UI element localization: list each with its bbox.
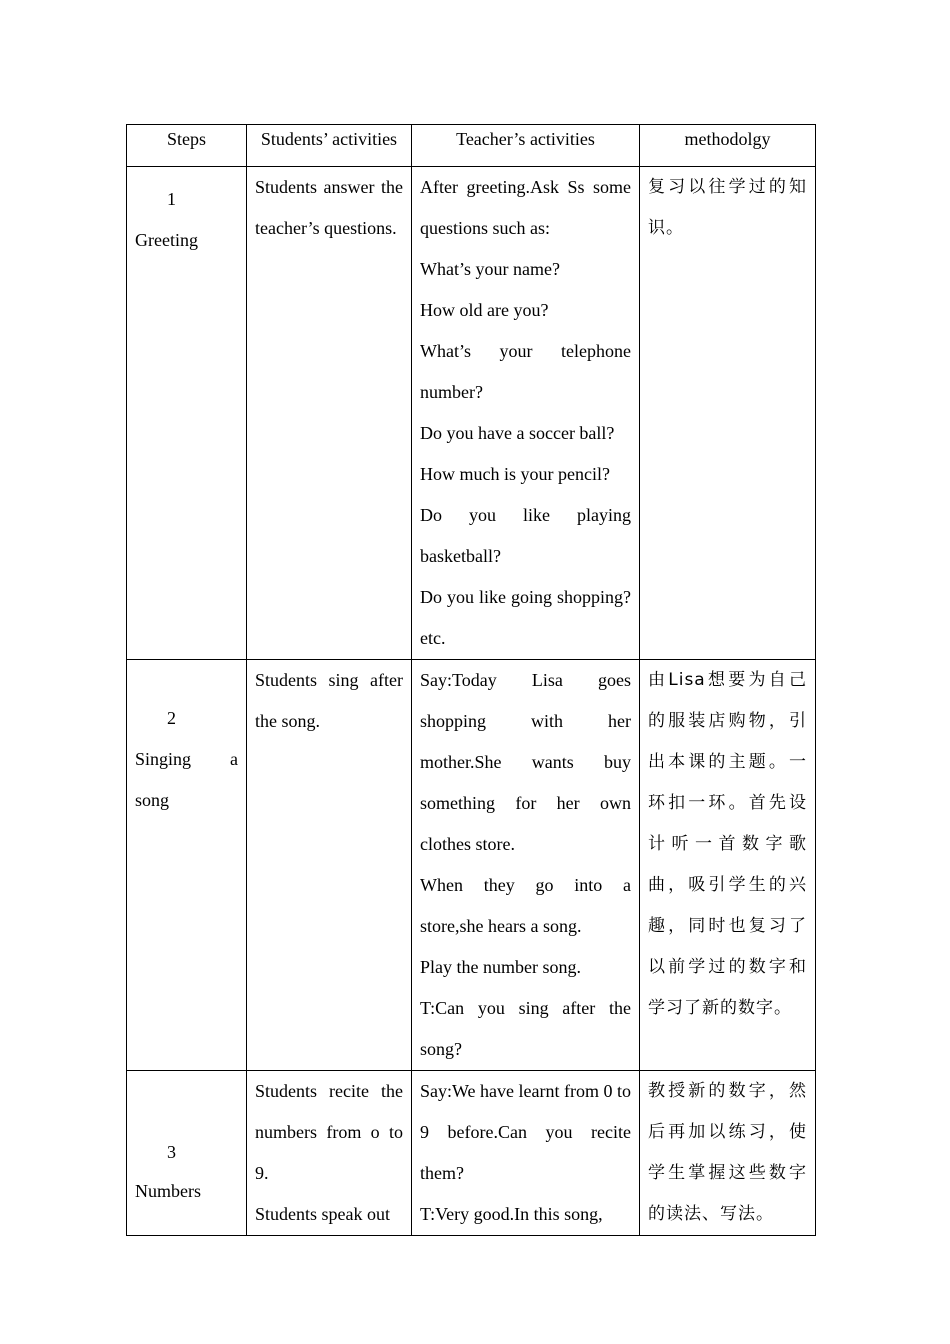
header-students-activities: Students’ activities [247,125,412,167]
teachers-activities-cell [412,167,640,660]
students-activity-text: Students speak out [255,1204,390,1224]
table-row [127,660,816,1071]
teacher-activity-line: Say:Today Lisa goes shopping with her mother.She wants buy something for her own clothes store. [420,670,631,854]
teacher-activity-line: What’s your telephone number? [420,341,631,402]
methodology-cell: 教授新的数字，然后再加以练习，使学生掌握这些数字的读法、写法。 [640,1071,816,1236]
table-row [127,1071,816,1236]
table-header-row [127,125,816,167]
students-activity-text: Students sing after the song. [255,670,403,731]
students-activity-text: Students answer the teacher’s questions. [255,177,403,238]
teacher-activity-line: T:Can you sing after the song? [420,998,631,1059]
students-activities-cell [247,660,412,1071]
teacher-activity-line: Do you like playing basketball? [420,505,631,566]
students-activities-cell [247,1071,412,1236]
lesson-plan-table [126,124,816,1236]
step-name: Singing a song [135,749,238,810]
teacher-activity-line: Do you have a soccer ball? [420,423,615,443]
step-number: 3 [167,1142,176,1162]
teacher-activity-line: How much is your pencil? [420,464,610,484]
step-number: 1 [167,189,176,209]
teacher-activity-line: After greeting.Ask Ss some questions such as: [420,177,631,238]
teacher-activity-line: How old are you? [420,300,549,320]
step-cell [127,1071,247,1236]
methodology-cell: 复习以往学过的知识。 [640,167,816,660]
teacher-activity-line: What’s your name? [420,259,560,279]
step-cell [127,660,247,1071]
teacher-activity-line: Say:We have learnt from 0 to 9 before.Can you recite them? [420,1081,631,1183]
step-name: Greeting [135,230,198,250]
teachers-activities-cell [412,660,640,1071]
teachers-activities-cell [412,1071,640,1236]
teacher-activity-line: T:Very good.In this song, [420,1204,603,1224]
table-row [127,167,816,660]
header-methodology: methodolgy [640,125,816,167]
students-activity-text: Students recite the numbers from o to 9. [255,1081,403,1183]
header-teachers-activities: Teacher’s activities [412,125,640,167]
students-activities-cell [247,167,412,660]
teacher-activity-line: When they go into a store,she hears a song. [420,875,631,936]
header-steps: Steps [127,125,247,167]
teacher-activity-line: Play the number song. [420,957,581,977]
step-cell [127,167,247,660]
step-number: 2 [167,708,176,728]
step-name: Numbers [135,1181,201,1201]
teacher-activity-line: Do you like going shopping?etc. [420,587,631,648]
methodology-cell: 由Lisa想要为自己的服装店购物，引出本课的主题。一环扣一环。首先设计听一首数字歌曲，吸引学生的兴趣，同时也复习了以前学过的数字和学习了新的数字。 [640,660,816,1071]
